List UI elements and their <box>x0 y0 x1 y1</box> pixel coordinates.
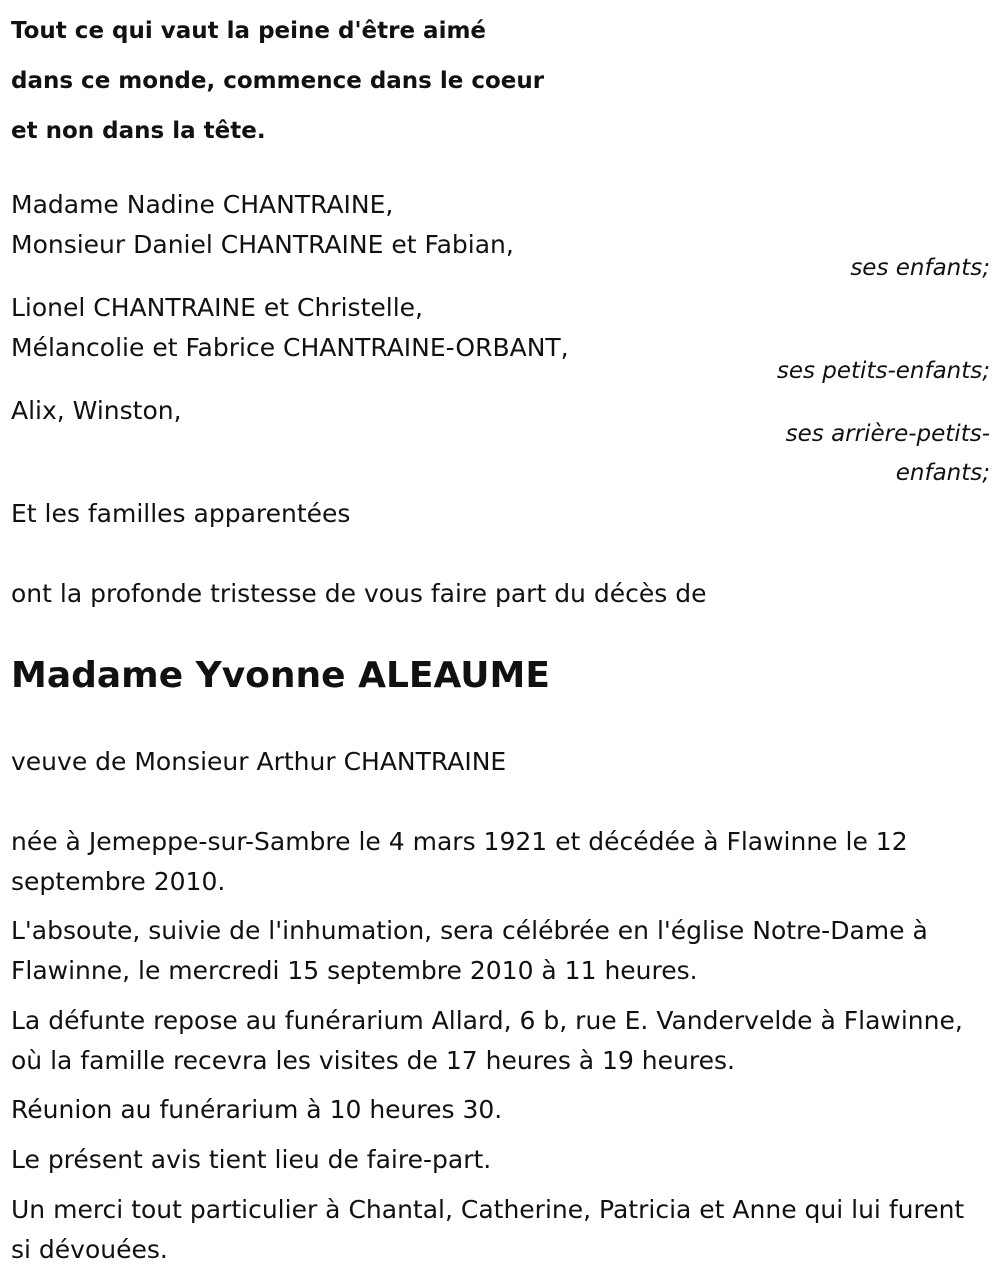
great-grandchildren-relation-label: ses arrière-petits- <box>785 421 990 447</box>
thanks-paragraph: Un merci tout particulier à Chantal, Catherine, Patricia et Anne qui lui furent si dévouées. <box>11 1195 965 1264</box>
quote-line: dans ce monde, commence dans le coeur <box>11 68 545 94</box>
ceremony-paragraph: L'absoute, suivie de l'inhumation, sera célébrée en l'église Notre-Dame à Flawinne, le mercredi 15 septembre 2010 à 11 heures. <box>11 916 928 985</box>
widow-of-line: veuve de Monsieur Arthur CHANTRAINE <box>11 747 507 776</box>
grandchild-name: Mélancolie et Fabrice CHANTRAINE-ORBANT, <box>11 333 569 362</box>
announcement-intro: ont la profonde tristesse de vous faire part du décès de <box>11 579 707 608</box>
child-name: Monsieur Daniel CHANTRAINE et Fabian, <box>11 230 514 259</box>
great-grandchildren-relation-label: enfants; <box>895 460 990 486</box>
quote-block <box>11 6 544 156</box>
grandchild-name: Lionel CHANTRAINE et Christelle, <box>11 293 423 322</box>
quote-line: Tout ce qui vaut la peine d'être aimé <box>11 18 487 44</box>
resting-place-paragraph: La défunte repose au funérarium Allard, 6 b, rue E. Vandervelde à Flawinne, où la famille recevra les visites de 17 heures à 19 heures. <box>11 1006 963 1075</box>
deceased-name: Madame Yvonne ALEAUME <box>11 655 550 696</box>
child-name: Madame Nadine CHANTRAINE, <box>11 190 394 219</box>
notice-paragraph: Le présent avis tient lieu de faire-part. <box>11 1145 492 1174</box>
relatives-line: Et les familles apparentées <box>11 499 351 528</box>
quote-line: et non dans la tête. <box>11 118 266 144</box>
grandchildren-relation-label: ses petits-enfants; <box>776 358 990 384</box>
meeting-paragraph: Réunion au funérarium à 10 heures 30. <box>11 1095 503 1124</box>
children-relation-label: ses enfants; <box>850 255 990 281</box>
birth-death-paragraph: née à Jemeppe-sur-Sambre le 4 mars 1921 et décédée à Flawinne le 12 septembre 2010. <box>11 827 908 896</box>
great-grandchild-name: Alix, Winston, <box>11 396 182 425</box>
